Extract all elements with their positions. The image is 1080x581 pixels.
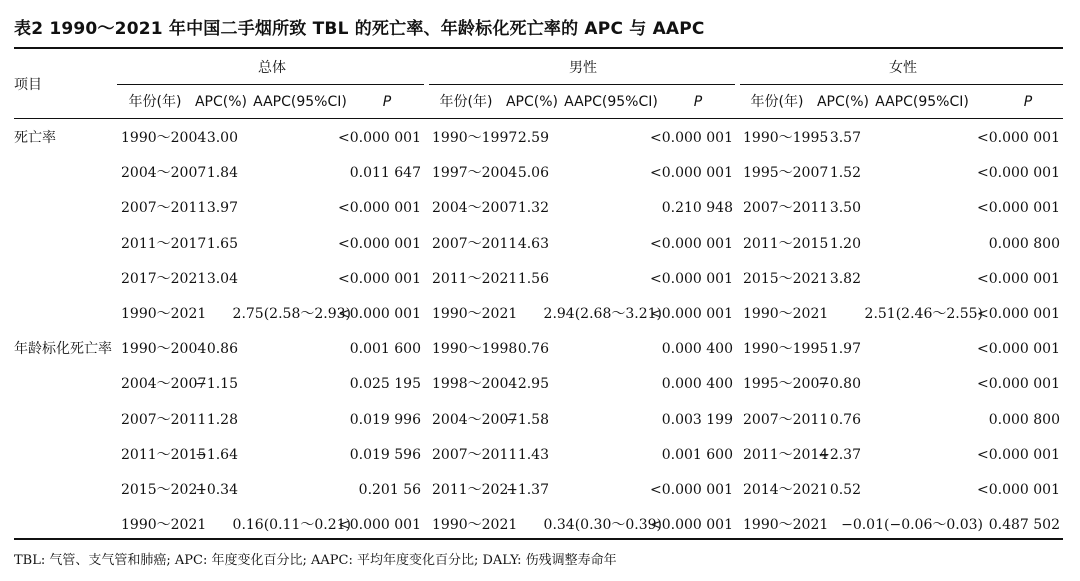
apc-value: 0.76 xyxy=(829,411,861,428)
apc-value: 5.06 xyxy=(517,165,549,182)
p-value: <0.000 001 xyxy=(650,235,733,252)
p-value: <0.000 001 xyxy=(977,270,1060,287)
p-value: <0.000 001 xyxy=(977,341,1060,358)
year-range: 1990～1998 xyxy=(432,341,518,358)
apc-value: 0.76 xyxy=(517,341,549,358)
p-value: 0.025 195 xyxy=(349,376,421,393)
p-value: <0.000 001 xyxy=(650,270,733,287)
p-value: <0.000 001 xyxy=(977,200,1060,217)
row-label: 年龄标化死亡率 xyxy=(14,341,112,358)
year-range: 2015～2021 xyxy=(121,482,207,498)
column-header: APC(%) xyxy=(194,94,248,110)
p-value: 0.019 596 xyxy=(349,446,421,463)
group-underline xyxy=(117,84,424,85)
year-range: 2011～2021 xyxy=(432,482,518,498)
bottom-rule xyxy=(14,538,1063,540)
year-range: 1990～2021 xyxy=(432,306,518,322)
apc-value: 4.63 xyxy=(517,235,549,252)
apc-value: 1.20 xyxy=(829,235,861,252)
header-rule xyxy=(14,118,1063,119)
year-range: 1990～2004 xyxy=(121,341,207,358)
p-value: 0.487 502 xyxy=(988,517,1060,534)
header-item: 项目 xyxy=(14,77,42,93)
apc-value: 2.59 xyxy=(517,130,549,146)
apc-value: 1.28 xyxy=(206,411,238,428)
year-range: 1990～2004 xyxy=(121,130,207,146)
year-range: 1990～2021 xyxy=(432,517,518,534)
year-range: 1995～2007 xyxy=(743,165,829,182)
column-header: 年份(年) xyxy=(750,94,804,110)
apc-value: 2.95 xyxy=(517,376,549,393)
aapc-value: 0.34(0.30～0.39) xyxy=(543,517,662,534)
aapc-value: 2.75(2.58～2.93) xyxy=(232,306,351,322)
top-rule xyxy=(14,47,1063,49)
table-caption: 表2 1990～2021 年中国二手烟所致 TBL 的死亡率、年龄标化死亡率的 APC 与 AAPC xyxy=(14,19,705,39)
year-range: 2011～2017 xyxy=(121,235,207,252)
apc-value: −1.37 xyxy=(506,482,549,498)
year-range: 1995～2007 xyxy=(743,376,829,393)
year-range: 2007～2011 xyxy=(121,200,207,217)
p-value: 0.201 56 xyxy=(358,482,421,498)
year-range: 2004～2007 xyxy=(432,200,518,217)
apc-value: −0.80 xyxy=(818,376,861,393)
aapc-value: 2.94(2.68～3.21) xyxy=(543,306,662,322)
year-range: 2007～2011 xyxy=(743,411,829,428)
row-label: 死亡率 xyxy=(14,130,56,146)
column-header: P xyxy=(382,94,392,110)
p-value: <0.000 001 xyxy=(338,200,421,217)
column-header: AAPC(95%CI) xyxy=(253,94,347,110)
apc-value: 3.50 xyxy=(829,200,861,217)
column-header: AAPC(95%CI) xyxy=(875,94,969,110)
year-range: 2004～2007 xyxy=(121,165,207,182)
apc-value: −1.58 xyxy=(506,411,549,428)
group-underline xyxy=(429,84,735,85)
year-range: 2011～2015 xyxy=(743,235,829,252)
year-range: 2007～2011 xyxy=(121,411,207,428)
year-range: 2007～2011 xyxy=(743,200,829,217)
apc-value: 1.32 xyxy=(517,200,549,217)
p-value: <0.000 001 xyxy=(977,306,1060,322)
apc-value: 1.52 xyxy=(829,165,861,182)
apc-value: 0.86 xyxy=(206,341,238,358)
table-footnote: TBL: 气管、支气管和肺癌; APC: 年度变化百分比; AAPC: 平均年度变化百分比; DALY: 伤残调整寿命年 xyxy=(14,553,617,568)
apc-value: −0.34 xyxy=(195,482,238,498)
year-range: 2007～2011 xyxy=(432,446,518,463)
column-header: AAPC(95%CI) xyxy=(564,94,658,110)
p-value: <0.000 001 xyxy=(650,482,733,498)
group-underline xyxy=(740,84,1063,85)
apc-value: 3.82 xyxy=(829,270,861,287)
p-value: <0.000 001 xyxy=(650,517,733,534)
year-range: 1990～2021 xyxy=(121,306,207,322)
p-value: <0.000 001 xyxy=(977,446,1060,463)
year-range: 1990～2021 xyxy=(743,306,829,322)
apc-value: 1.84 xyxy=(206,165,238,182)
apc-value: 3.00 xyxy=(206,130,238,146)
year-range: 2004～2007 xyxy=(432,411,518,428)
year-range: 1990～2021 xyxy=(743,517,829,534)
year-range: 2011～2015 xyxy=(121,446,207,463)
year-range: 1990～1995 xyxy=(743,341,829,358)
p-value: 0.000 400 xyxy=(661,341,733,358)
p-value: 0.000 400 xyxy=(661,376,733,393)
apc-value: 1.65 xyxy=(206,235,238,252)
aapc-value: 0.16(0.11～0.21) xyxy=(232,517,351,534)
column-header: P xyxy=(693,94,703,110)
apc-value: −1.15 xyxy=(195,376,238,393)
year-range: 2011～2021 xyxy=(432,270,518,287)
column-header: APC(%) xyxy=(816,94,870,110)
year-range: 2011～2014 xyxy=(743,446,829,463)
p-value: <0.000 001 xyxy=(977,376,1060,393)
p-value: <0.000 001 xyxy=(977,482,1060,498)
year-range: 1990～2021 xyxy=(121,517,207,534)
p-value: 0.000 800 xyxy=(988,235,1060,252)
p-value: <0.000 001 xyxy=(650,306,733,322)
column-header: APC(%) xyxy=(505,94,559,110)
p-value: <0.000 001 xyxy=(977,130,1060,146)
p-value: <0.000 001 xyxy=(977,165,1060,182)
group-header: 总体 xyxy=(258,60,286,76)
apc-value: 1.56 xyxy=(517,270,549,287)
aapc-value: −0.01(−0.06～0.03) xyxy=(841,517,983,534)
p-value: <0.000 001 xyxy=(338,270,421,287)
p-value: <0.000 001 xyxy=(338,306,421,322)
apc-value: 3.04 xyxy=(206,270,238,287)
p-value: 0.003 199 xyxy=(661,411,733,428)
p-value: 0.001 600 xyxy=(349,341,421,358)
aapc-value: 2.51(2.46～2.55) xyxy=(864,306,983,322)
group-header: 男性 xyxy=(569,60,597,76)
apc-value: 1.43 xyxy=(517,446,549,463)
apc-value: 3.97 xyxy=(206,200,238,217)
p-value: <0.000 001 xyxy=(650,130,733,146)
p-value: <0.000 001 xyxy=(650,165,733,182)
p-value: 0.001 600 xyxy=(661,446,733,463)
group-header: 女性 xyxy=(889,60,917,76)
p-value: <0.000 001 xyxy=(338,517,421,534)
apc-value: −1.64 xyxy=(195,446,238,463)
apc-value: 3.57 xyxy=(829,130,861,146)
p-value: 0.000 800 xyxy=(988,411,1060,428)
year-range: 2014～2021 xyxy=(743,482,829,498)
column-header: P xyxy=(1023,94,1033,110)
year-range: 1998～2004 xyxy=(432,376,518,393)
column-header: 年份(年) xyxy=(128,94,182,110)
p-value: <0.000 001 xyxy=(338,235,421,252)
apc-value: 1.97 xyxy=(829,341,861,358)
p-value: 0.210 948 xyxy=(661,200,733,217)
year-range: 1990～1997 xyxy=(432,130,518,146)
column-header: 年份(年) xyxy=(439,94,493,110)
p-value: 0.019 996 xyxy=(349,411,421,428)
p-value: <0.000 001 xyxy=(338,130,421,146)
p-value: 0.011 647 xyxy=(349,165,421,182)
year-range: 1997～2004 xyxy=(432,165,518,182)
apc-value: −2.37 xyxy=(818,446,861,463)
year-range: 2015～2021 xyxy=(743,270,829,287)
apc-value: 0.52 xyxy=(829,482,861,498)
year-range: 2004～2007 xyxy=(121,376,207,393)
year-range: 2017～2021 xyxy=(121,270,207,287)
year-range: 2007～2011 xyxy=(432,235,518,252)
year-range: 1990～1995 xyxy=(743,130,829,146)
